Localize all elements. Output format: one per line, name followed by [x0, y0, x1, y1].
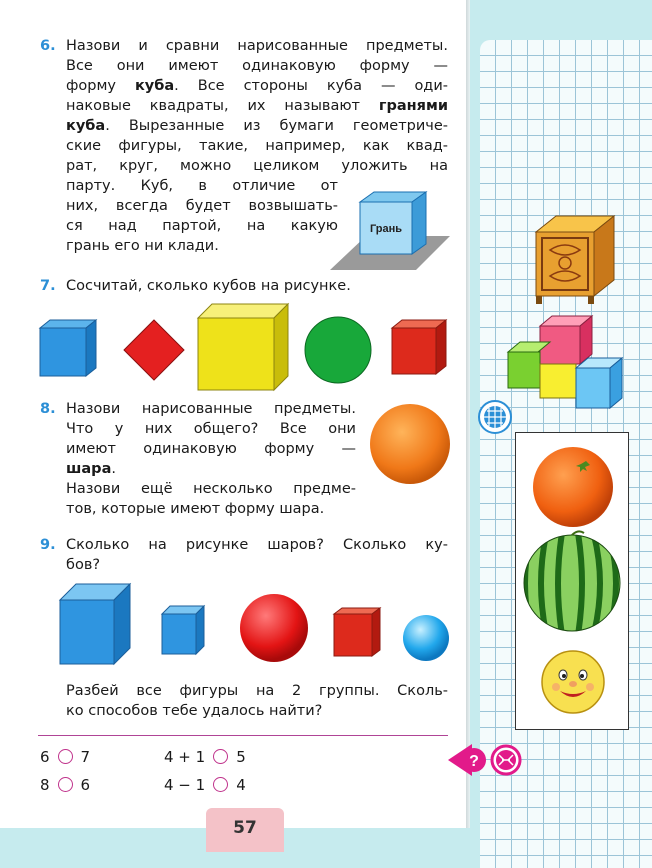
small-blue-cube	[162, 606, 204, 654]
task-6-line-9: них, всегда будет возвышать-	[66, 198, 338, 214]
yellow-cube	[198, 304, 288, 390]
yellow-block	[540, 364, 576, 398]
globe-grid-icon[interactable]	[478, 400, 512, 434]
comparison-4-blank[interactable]	[213, 777, 228, 792]
watermelon-icon	[520, 529, 624, 633]
task-6-line-5: куба. Вырезанные из бумаги геометриче-	[66, 118, 448, 134]
task-6-line-7: рат, круг, можно целиком уложить на	[66, 158, 448, 174]
comparison-4-right: 4	[236, 776, 246, 794]
kolobok-face-icon	[538, 647, 608, 717]
comparison-1	[40, 747, 90, 767]
blue-cube	[40, 320, 96, 376]
page-edge	[466, 0, 470, 828]
task-9-line-2: бов?	[66, 557, 101, 573]
task-7-text: Сосчитай, сколько кубов на рисунке.	[66, 278, 351, 294]
comparison-4	[164, 775, 246, 795]
cube-with-face-illustration	[330, 192, 450, 272]
task-8-line-1: Назови нарисованные предметы.	[66, 401, 356, 417]
task-9-shapes	[56, 580, 456, 670]
comparison-2-right: 5	[236, 748, 246, 766]
blue-ball	[403, 615, 449, 661]
comparison-2-left: 4 + 1	[164, 748, 206, 766]
orange-fruit-icon	[528, 441, 618, 531]
task-6-line-3: форму куба. Все стороны куба — оди-	[66, 78, 448, 94]
big-blue-cube	[60, 584, 130, 664]
task-9-number: 9.	[40, 537, 56, 553]
task-6-line-8: парту. Куб, в отличие от	[66, 178, 338, 194]
spherical-objects-photos	[515, 432, 629, 730]
comparison-2-blank[interactable]	[213, 749, 228, 764]
comparison-3-blank[interactable]	[58, 777, 73, 792]
orange-ball	[368, 402, 454, 488]
red-ball	[240, 594, 308, 662]
task-9-q-line-1: Разбей все фигуры на 2 группы. Сколь-	[66, 683, 448, 699]
green-circle	[305, 317, 371, 383]
pink-block	[540, 316, 592, 364]
task-6-line-11: грань его ни клади.	[66, 238, 219, 254]
face-label: Грань	[369, 223, 403, 235]
task-6-line-4: наковые квадраты, их называют гранями	[66, 98, 448, 114]
task-9-line-1: Сколько на рисунке шаров? Сколько ку-	[66, 537, 448, 553]
task-9-question	[66, 681, 448, 721]
task-8-text	[66, 399, 356, 519]
task-6-line-2: Все они имеют одинаковую форму —	[66, 58, 448, 74]
task-9-text	[66, 535, 448, 575]
comparison-1-blank[interactable]	[58, 749, 73, 764]
task-8-line-2: Что у них общего? Все они	[66, 421, 356, 437]
task-6-line-6: ские фигуры, такие, например, как квад-	[66, 138, 448, 154]
task-7-number: 7.	[40, 278, 56, 294]
toy-blocks-icon	[506, 312, 624, 414]
task-6-line-10: ся над партой, на какую	[66, 218, 338, 234]
comparison-3	[40, 775, 90, 795]
red-cube	[392, 320, 446, 374]
section-divider	[38, 735, 448, 736]
task-8-line-5: Назови ещё несколько предме-	[66, 481, 356, 497]
comparison-1-right: 7	[80, 748, 91, 766]
task-6-line-1: Назови и сравни нарисованные предметы.	[66, 38, 448, 54]
task-8-number: 8.	[40, 401, 56, 417]
blue-block	[576, 358, 622, 408]
task-9-q-line-2: ко способов тебе удалось найти?	[66, 703, 323, 719]
task-6-number: 6.	[40, 38, 56, 54]
red-cube-small	[334, 608, 380, 656]
red-square-diamond	[124, 320, 184, 380]
comparison-4-left: 4 − 1	[164, 776, 206, 794]
svg-text:?: ?	[469, 753, 479, 770]
comparison-1-left: 6	[40, 748, 50, 766]
comparison-2	[164, 747, 246, 767]
page-number: 57	[206, 808, 284, 852]
comparison-3-left: 8	[40, 776, 50, 794]
task-8-line-4: шара.	[66, 461, 116, 477]
comparison-3-right: 6	[80, 776, 91, 794]
task-7-shapes	[36, 300, 456, 400]
question-tag-icons	[448, 740, 528, 780]
ornate-box-icon	[530, 210, 620, 310]
task-8-line-6: тов, которые имеют форму шара.	[66, 501, 325, 517]
task-8-line-3: имеют одинаковую форму —	[66, 441, 356, 457]
